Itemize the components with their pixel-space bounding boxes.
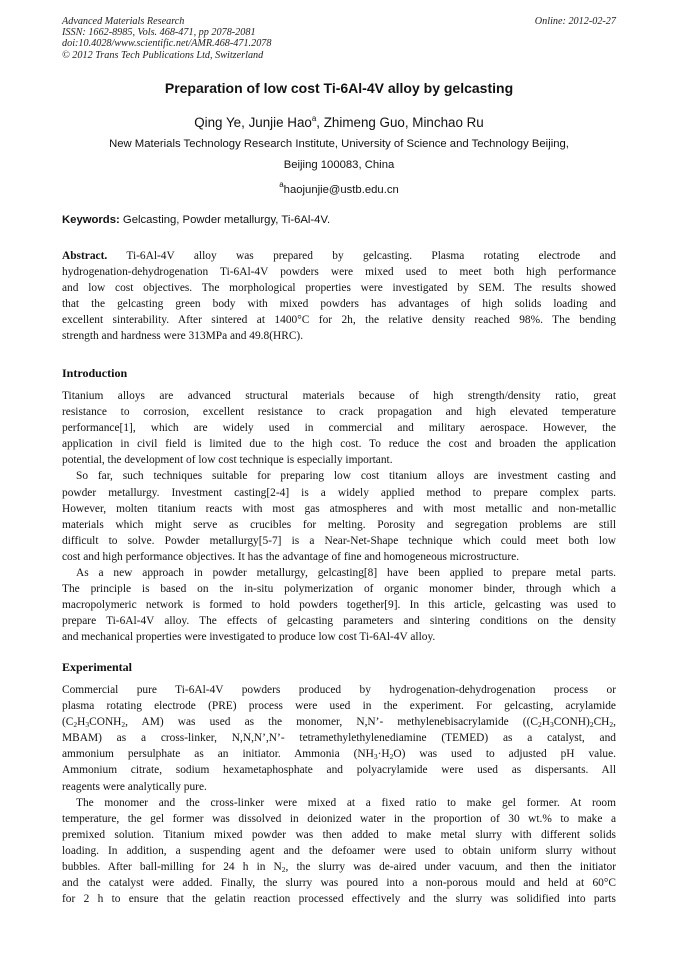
affiliation-line-1: New Materials Technology Research Institute, University of Science and Technology Beijing, xyxy=(109,138,569,150)
experimental-line: loading. In addition, a suspending agent and the defoamer were used to obtain uniform slurry without xyxy=(62,844,616,857)
journal-header xyxy=(62,16,616,61)
intro-line: cost and high performance objectives. It has the advantage of fine and homogeneous microstructure. xyxy=(62,550,520,563)
experimental-line: Commercial pure Ti-6Al-4V powders produced by hydrogenation-dehydrogenation process or xyxy=(62,684,616,696)
paper-title: Preparation of low cost Ti-6Al-4V alloy by gelcasting xyxy=(164,80,514,96)
doi-line: doi:10.4028/www.scientific.net/AMR.468-471.2078 xyxy=(62,38,272,50)
journal-name: Advanced Materials Research xyxy=(62,16,185,27)
copyright-line: © 2012 Trans Tech Publications Ltd, Switzerland xyxy=(62,49,264,61)
experimental-line: reagents were analytically pure. xyxy=(62,780,207,793)
section-heading-experimental: Experimental xyxy=(62,660,132,674)
experimental-line: The monomer and the cross-linker were mixed at a fixed ratio to make gel former. At room xyxy=(76,796,616,809)
intro-line: materials which might serve as crucibles for melting. Porosity and segregation problems are still xyxy=(62,518,616,531)
experimental-body xyxy=(62,682,616,907)
experimental-line: plasma rotating electrode (PRE) process were used in the experiment. For gelcasting, acrylamide xyxy=(62,700,616,713)
intro-line: application in civil field is limited due to the high cost. To reduce the cost and broaden the application xyxy=(62,438,616,451)
abstract-line: that the gelcasting green body with mixed powders has advantages of high solids loading and xyxy=(62,298,616,311)
keywords-text: Gelcasting, Powder metallurgy, Ti-6Al-4V. xyxy=(119,214,331,226)
intro-line: The principle is based on the in-situ polymerization of organic monomer binder, through which a xyxy=(62,583,616,596)
author-superscript: a xyxy=(311,114,317,123)
intro-line: difficult to solve. Powder metallurgy[5-7] is a Near-Net-Shape technique which could meet both low xyxy=(62,534,616,547)
keywords xyxy=(62,214,330,226)
email-address: haojunjie@ustb.edu.cn xyxy=(283,184,399,196)
intro-line: As a new approach in powder metallurgy, gelcasting[8] have been applied to prepare metal parts. xyxy=(76,567,616,580)
abstract-line: excellent sinterability. After sintered at 1400°C for 2h, the relative density reached 98%. The bending xyxy=(62,314,616,327)
intro-line: prepare Ti-6Al-4V alloy. The effects of gelcasting parameters and sintering conditions on the density xyxy=(62,615,616,628)
abstract-line: hydrogenation-dehydrogenation Ti-6Al-4V powders were mixed used to meet both high performance xyxy=(62,266,616,279)
abstract-label: Abstract. xyxy=(62,250,108,262)
affiliation-line-2: Beijing 100083, China xyxy=(283,159,395,171)
experimental-line: premixed solution. Titanium mixed powder was then added to make metal slurry with different solids xyxy=(62,828,616,841)
experimental-line: Ammonium citrate, sodium hexametaphosphate and polyacrylamide were used as dispersants. All xyxy=(62,764,616,777)
issn-line: ISSN: 1662-8985, Vols. 468-471, pp 2078-2081 xyxy=(62,27,256,39)
keywords-label: Keywords: xyxy=(62,214,120,226)
experimental-line: and the catalyst were added. Finally, the slurry was poured into a non-porous mould and held at 60°C xyxy=(62,877,616,890)
intro-line: However, molten titanium reacts with most gas atmospheres and with most metallic and non-metallic xyxy=(62,502,616,515)
intro-line: Titanium alloys are advanced structural materials because of high strength/density ratio, great xyxy=(62,390,616,402)
experimental-line: bubbles. After ball-milling for 24 h in $N_2$, the slurry was de-aired under vacuum, and then the initiator xyxy=(62,861,616,875)
experimental-line: ammonium persulphate as an initiator. Ammonia $(NH_3\cdot H_2O)$ was used to adjusted pH value. xyxy=(62,748,616,762)
experimental-line: ($C_2H_3CONH_2$, AM) was used as the monomer, N,N’- methylenebisacrylamide ($(C_2H_3CONH)_2CH_2$, xyxy=(62,716,616,730)
intro-line: So far, such techniques suitable for preparing low cost titanium alloys are investment casting and xyxy=(76,470,616,483)
author-list xyxy=(62,114,616,130)
experimental-line: temperature, the gel former was dissolved in deionized water in the proportion of 30 wt.% to make a xyxy=(62,812,616,825)
intro-line: powder metallurgy. Investment casting[2-4] is a widely applied method to prepare complex parts. xyxy=(62,486,616,499)
intro-line: macropolymeric network is formed to hold powders together[9]. In this article, gelcasting was used to xyxy=(62,599,616,612)
introduction-body xyxy=(62,388,616,646)
author-email xyxy=(62,180,616,196)
intro-line: resistance to corrosion, excellent resistance to crack propagation and high elevated temperature xyxy=(62,406,616,419)
section-heading-introduction: Introduction xyxy=(62,366,128,380)
intro-line: and mechanical properties were investigated to produce low cost Ti-6Al-4V alloy. xyxy=(62,631,436,644)
experimental-line: for 2 h to ensure that the gelatin reaction processed effectively and the slurry was solidified into parts xyxy=(62,893,616,906)
intro-line: potential, the development of low cost technique is especially important. xyxy=(62,454,393,467)
email-superscript: a xyxy=(279,180,284,189)
abstract-line: Abstract. Ti-6Al-4V alloy was prepared by gelcasting. Plasma rotating electrode and xyxy=(62,250,616,262)
author-part-1: Qing Ye, Junjie Hao xyxy=(194,115,312,130)
author-part-2: , Zhimeng Guo, Minchao Ru xyxy=(316,115,484,130)
experimental-line: MBAM) as a cross-linker, N,N,N’,N’- tetramethylethylenediamine (TEMED) as a catalyst, and xyxy=(62,732,616,745)
online-date: Online: 2012-02-27 xyxy=(534,16,616,27)
abstract-line: strength and hardness were 313MPa and 49.8(HRC). xyxy=(62,330,304,343)
abstract-line: and low cost objectives. The morphological properties were investigated by SEM. The results showed xyxy=(62,282,616,295)
intro-line: performance[1], which are widely used in commercial and military aerospace. However, the xyxy=(62,422,616,435)
abstract xyxy=(62,248,616,345)
